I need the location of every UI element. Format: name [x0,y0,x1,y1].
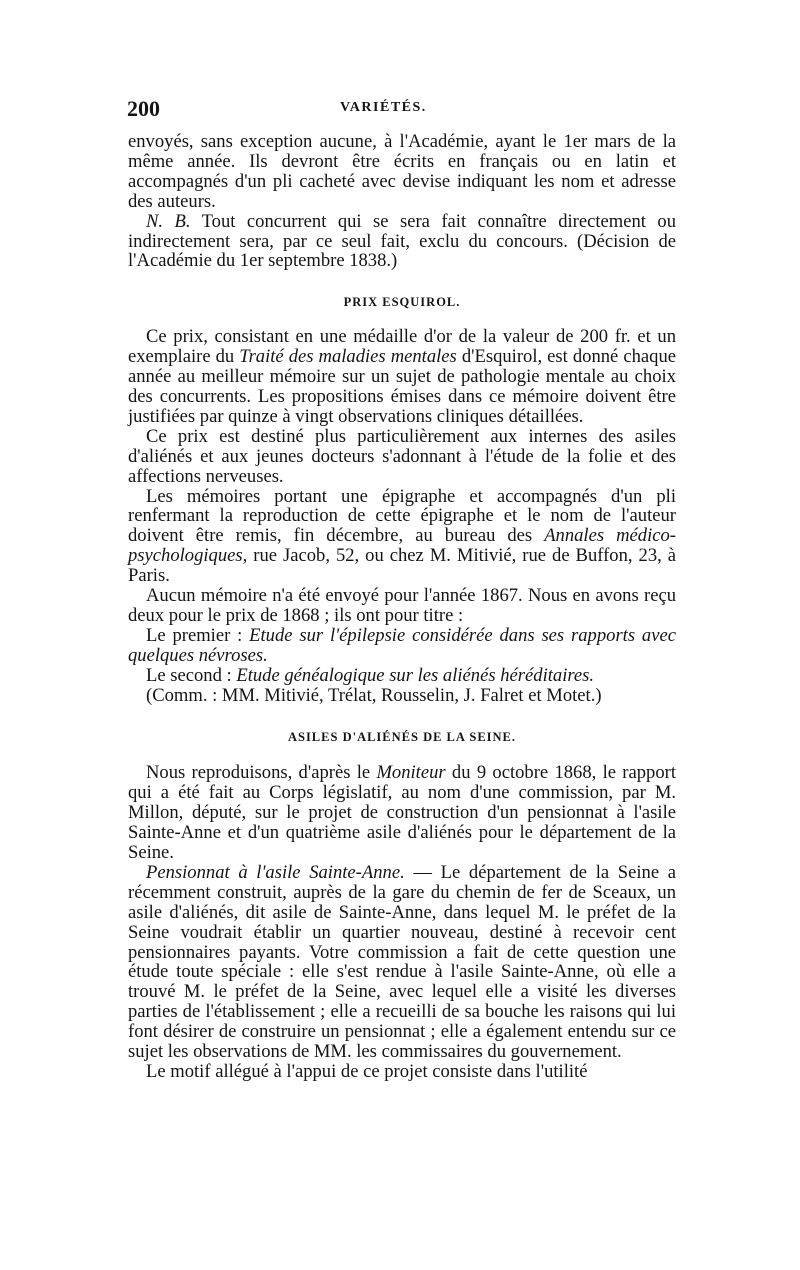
paragraph-second: Le second : Etude généalogique sur les aliénés héréditaires. [146,664,595,686]
nb-label: N. B. [146,210,191,232]
running-title: VARIÉTÉS. [340,100,427,115]
paragraph-envoyes: envoyés, sans exception aucune, à l'Académie, ayant le 1er mars de la même année. Ils devront être écrits en français ou en latin et accompagnés d'un pli cacheté avec devise indiquant les nom et adresse des auteurs. [128,131,676,212]
section-heading-prix-esquirol: PRIX ESQUIROL. [343,295,461,310]
paragraph-prix: Ce prix, consistant en une médaille d'or de la valeur de 200 fr. et un exemplaire du Traité des maladies mentales d'Esquirol, est donné chaque année au meilleur mémoire sur un sujet de pathologie mentale au choix des concurrents. Les propositions émises dans ce mémoire doivent être justifiées par quinze à vingt observations cliniques détaillées. [128,326,676,427]
running-head [127,96,675,126]
premier-title: Etude sur l'épilepsie considérée dans ses rapports avec quelques névroses. [128,624,676,666]
text-block [128,132,676,1082]
paragraph-memoires: Les mémoires portant une épigraphe et accompagnés d'un pli renfermant la reproduction de cette épigraphe et le nom de l'auteur doivent être remis, fin décembre, au bureau des Annales médico-psychologiques, rue Jacob, 52, ou chez M. Mitivié, rue de Buffon, 23, à Paris. [128,485,676,587]
paragraph-pensionnat: Pensionnat à l'asile Sainte-Anne. — Le département de la Seine a récemment construit, auprès de la gare du chemin de fer de Sceaux, un asile d'aliénés, dit asile de Sainte-Anne, dans lequel M. le préfet de la Seine voudrait établir un quartier nouveau, destiné à recevoir cent pensionnaires payants. Votre commission a fait de cette question une étude toute spéciale : elle s'est rendue à l'asile Sainte-Anne, où elle a trouvé M. le préfet de la Seine, avec lequel elle a visité les diverses parties de l'établissement ; elle a recueilli de sa bouche les raisons qui lui font désirer de construire un pensionnat ; elle a également entendu sur ce sujet les observations de MM. les commissaires du gouvernement. [128,861,676,1063]
pensionnat-title: Pensionnat à l'asile Sainte-Anne. [146,861,405,883]
journal-title: Annales médico-psychologiques [128,525,676,567]
paragraph-nous-reproduisons: Nous reproduisons, d'après le Moniteur du 9 octobre 1868, le rapport qui a été fait au Corps législatif, au nom d'une commission, par M. Millon, député, sur le projet de construction d'un pensionnat à l'asile Sainte-Anne et d'un quatrième asile d'aliénés pour le département de la Seine. [128,762,676,863]
paragraph-motif: Le motif allégué à l'appui de ce projet consiste dans l'utilité [146,1060,588,1082]
paragraph-destination: Ce prix est destiné plus particulièrement aux internes des asiles d'aliénés et aux jeunes docteurs s'adonnant à l'étude de la folie et des affections nerveuses. [128,425,676,487]
paragraph-nota-bene: N. B. Tout concurrent qui se sera fait connaître directement ou indirectement sera, par ce seul fait, exclu du concours. (Décision de l'Académie du 1er septembre 1838.) [128,210,676,272]
paragraph-premier: Le premier : Etude sur l'épilepsie considérée dans ses rapports avec quelques névroses. [128,624,676,666]
section-heading-asiles: ASILES D'ALIÉNÉS DE LA SEINE. [287,730,517,745]
paragraph-commission: (Comm. : MM. Mitivié, Trélat, Rousselin, J. Falret et Motet.) [146,684,602,706]
paragraph-aucun-memoire: Aucun mémoire n'a été envoyé pour l'année 1867. Nous en avons reçu deux pour le prix de 1868 ; ils ont pour titre : [128,585,676,626]
page-number: 200 [127,96,160,121]
newspaper-title: Moniteur [376,762,446,784]
work-title: Traité des maladies mentales [239,346,457,368]
second-title: Etude généalogique sur les aliénés héréditaires. [236,664,595,686]
